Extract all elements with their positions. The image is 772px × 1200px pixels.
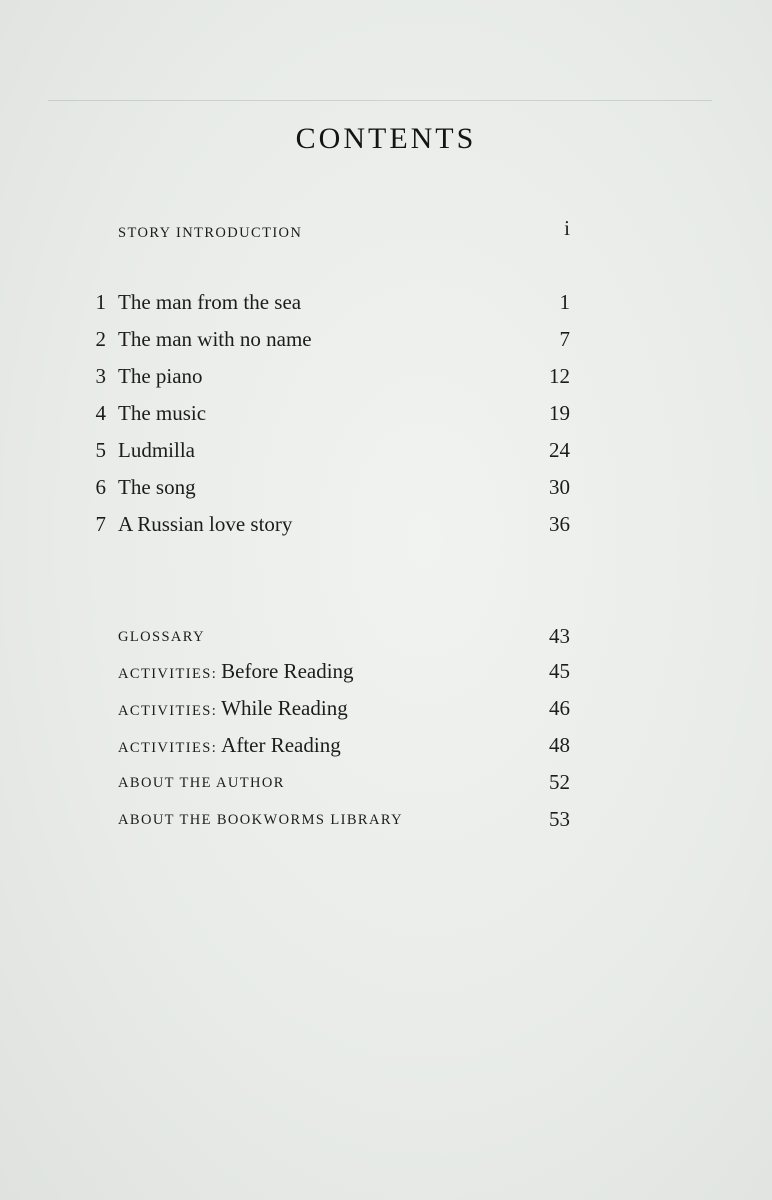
toc-entry-about-author [0,770,772,800]
toc-entry-activities-after-reading [0,733,772,763]
toc-page-number: 7 [559,327,570,351]
toc-page-number: 30 [549,475,570,499]
toc-entry-label: ABOUT THE AUTHOR [118,775,285,791]
toc-chapter-4 [0,401,772,431]
toc-entry-prefix: ACTIVITIES: [118,666,218,682]
toc-entry-glossary [0,624,772,654]
toc-entry-label: ABOUT THE BOOKWORMS LIBRARY [118,812,403,828]
toc-chapter-2 [0,327,772,357]
toc-page-number: 46 [549,696,570,720]
toc-chapter-1 [0,290,772,320]
toc-page-number: 43 [549,624,570,648]
toc-entry-title: After Reading [221,733,341,757]
chapter-title: The piano [118,364,203,388]
toc-entry-story-introduction [0,216,772,250]
toc-entry-activities-while-reading [0,696,772,726]
chapter-number: 2 [95,327,106,351]
chapter-title: A Russian love story [118,512,293,536]
toc-page-number: 19 [549,401,570,425]
chapter-title: The music [118,401,207,425]
chapter-number: 4 [95,401,106,425]
toc-chapter-5 [0,438,772,468]
toc-entry-activities-before-reading [0,659,772,689]
toc-entry-prefix: ACTIVITIES: [118,740,218,756]
toc-entry-label [118,696,348,721]
toc-chapter-3 [0,364,772,394]
chapter-number: 5 [95,438,106,462]
toc-chapter-6 [0,475,772,505]
toc-chapter-7 [0,512,772,542]
chapter-title: The man from the sea [118,290,302,314]
chapter-title: The song [118,475,196,499]
toc-page-number: 1 [559,290,570,314]
toc-entry-title: While Reading [221,696,348,720]
toc-entry-about-library [0,807,772,837]
toc-page-number: 52 [549,770,570,794]
toc-entry-prefix: ACTIVITIES: [118,703,218,719]
bleed-through-rule [48,100,712,101]
toc-entry-label [118,659,354,684]
toc-entry-label: GLOSSARY [118,629,205,645]
toc-entry-title: Before Reading [221,659,354,683]
chapter-number: 1 [95,290,106,314]
chapter-title: The man with no name [118,327,312,351]
toc-entry-label: STORY INTRODUCTION [118,225,303,241]
chapter-number: 7 [95,512,106,536]
toc-page-number: 24 [549,438,570,462]
page-title: CONTENTS [295,122,477,155]
chapter-title: Ludmilla [118,438,195,462]
toc-page-number: 48 [549,733,570,757]
toc-page-number: 45 [549,659,570,683]
toc-entry-label [118,733,341,758]
toc-page-number: i [564,216,570,240]
chapter-number: 6 [95,475,106,499]
toc-page-number: 53 [549,807,570,831]
toc-page-number: 36 [549,512,570,536]
chapter-number: 3 [95,364,106,388]
toc-page-number: 12 [549,364,570,388]
